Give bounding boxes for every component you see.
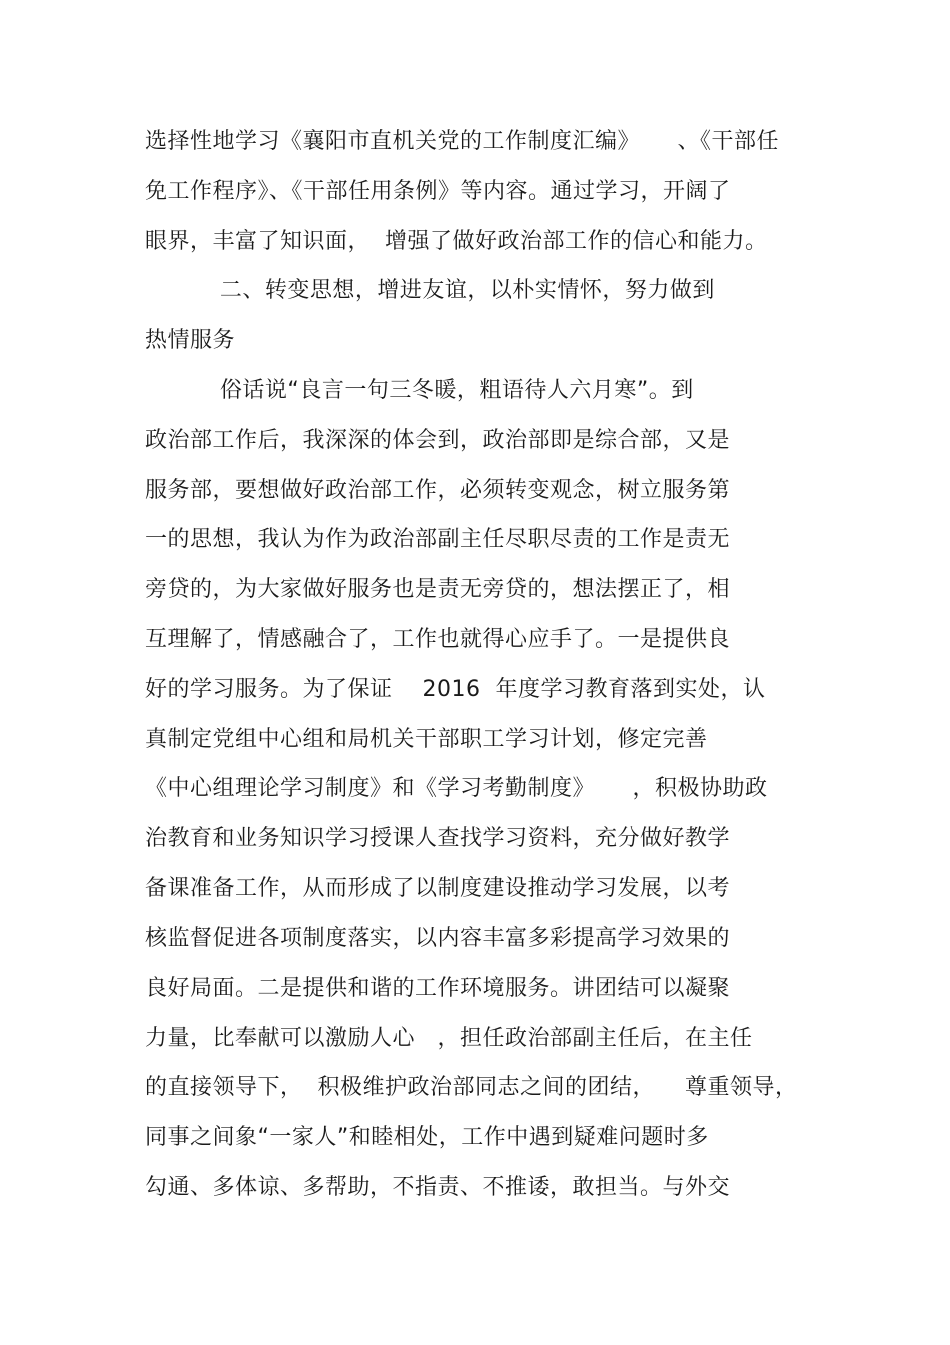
text-line: 良好局面。二是提供和谐的工作环境服务。讲团结可以凝聚 [145,976,731,1001]
text-line: 选择性地学习《襄阳市直机关党的工作制度汇编》 、《干部任 [145,129,779,154]
text-line: 俗话说“良言一句三冬暖，粗语待人六月寒”。到 [145,378,694,403]
text-line: 核监督促进各项制度落实，以内容丰富多彩提高学习效果的 [145,926,731,951]
text-line: 力量，比奉献可以激励人心 ，担任政治部副主任后，在主任 [145,1026,753,1051]
text-line: 眼界，丰富了知识面， 增强了做好政治部工作的信心和能力。 [145,229,768,254]
text-line: 同事之间象“一家人”和睦相处，工作中遇到疑难问题时多 [145,1125,709,1150]
text-line: 互理解了，情感融合了，工作也就得心应手了。一是提供良 [145,627,731,652]
text-line: 好的学习服务。为了保证 2016 年度学习教育落到实处，认 [145,677,766,702]
text-line: 的直接领导下， 积极维护政治部同志之间的团结， 尊重领导， [145,1075,798,1100]
text-line: 一的思想，我认为作为政治部副主任尽职尽责的工作是责无 [145,527,731,552]
text-line: 服务部，要想做好政治部工作，必须转变观念，树立服务第 [145,478,731,503]
section-heading-continued: 热情服务 [145,328,236,353]
section-heading: 二、转变思想，增进友谊，以朴实情怀，努力做到 [145,278,715,303]
text-line: 真制定党组中心组和局机关干部职工学习计划，修定完善 [145,727,708,752]
text-line: 旁贷的，为大家做好服务也是责无旁贷的，想法摆正了，相 [145,577,731,602]
text-line: 《中心组理论学习制度》和《学习考勤制度》 ，积极协助政 [145,776,768,801]
text-line: 备课准备工作，从而形成了以制度建设推动学习发展，以考 [145,876,731,901]
text-line: 免工作程序》、《干部任用条例》等内容。通过学习，开阔了 [145,179,731,204]
text-line: 治教育和业务知识学习授课人查找学习资料，充分做好教学 [145,826,731,851]
text-line: 勾通、多体谅、多帮助，不指责、不推诿，敢担当。与外交 [145,1175,731,1200]
text-line: 政治部工作后，我深深的体会到，政治部即是综合部，又是 [145,428,731,453]
